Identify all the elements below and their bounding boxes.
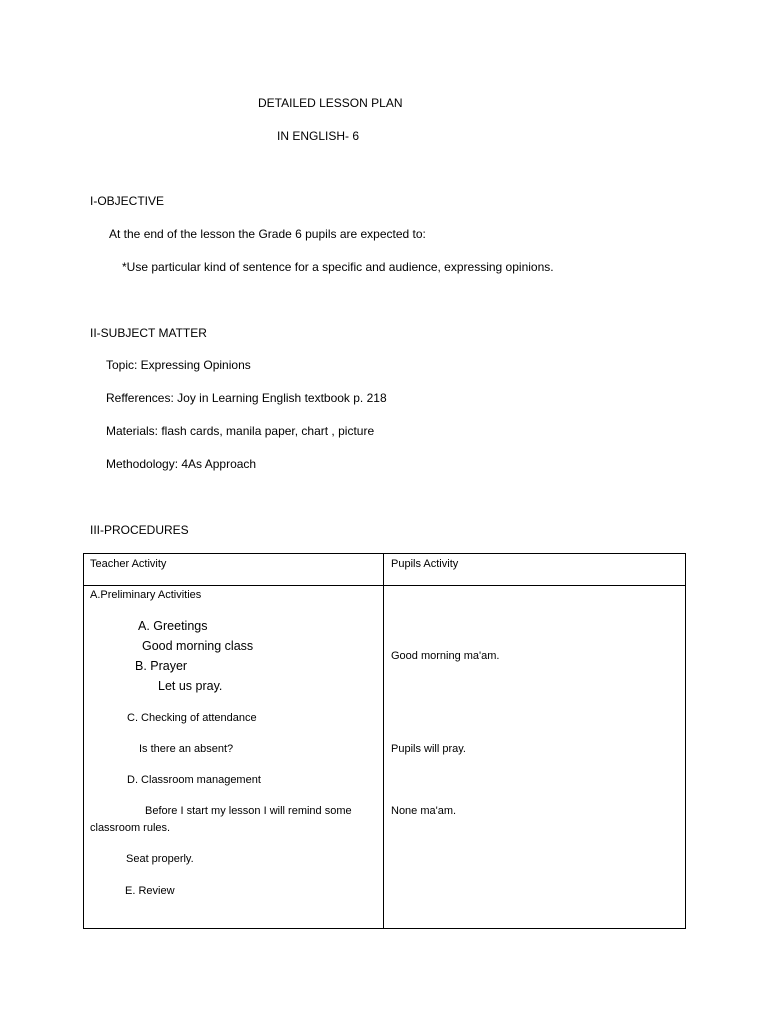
materials-line: Materials: flash cards, manila paper, chart , picture — [106, 424, 375, 438]
document-title: DETAILED LESSON PLAN — [258, 96, 403, 110]
subject-matter-heading: II-SUBJECT MATTER — [90, 326, 207, 340]
teacher-activity-header: Teacher Activity — [90, 558, 167, 570]
checking-attendance: C. Checking of attendance — [127, 712, 257, 724]
pupils-good-morning: Good morning ma'am. — [391, 650, 500, 662]
prayer-item: B. Prayer — [135, 659, 188, 673]
teacher-activity-header-cell — [84, 554, 384, 586]
good-morning-class: Good morning class — [142, 639, 254, 653]
document-subtitle: IN ENGLISH- 6 — [277, 129, 360, 143]
procedures-table — [83, 553, 686, 929]
seat-properly: Seat properly. — [126, 853, 194, 865]
classroom-management: D. Classroom management — [127, 774, 261, 786]
objective-intro: At the end of the lesson the Grade 6 pupils are expected to: — [109, 227, 426, 241]
greetings-item: A. Greetings — [138, 619, 208, 633]
procedures-heading: III-PROCEDURES — [90, 523, 189, 537]
pupils-activity-header-cell — [384, 554, 686, 586]
topic-line: Topic: Expressing Opinions — [106, 358, 251, 372]
teacher-activity-cell — [84, 586, 384, 929]
objective-item: *Use particular kind of sentence for a specific and audience, expressing opinions. — [122, 260, 554, 274]
review-item: E. Review — [125, 885, 175, 897]
preliminary-activities: A.Preliminary Activities — [90, 589, 202, 601]
classroom-rules-line2: classroom rules. — [90, 822, 171, 834]
references-line: Refferences: Joy in Learning English textbook p. 218 — [106, 391, 387, 405]
let-us-pray: Let us pray. — [158, 679, 223, 693]
pupils-none: None ma'am. — [391, 805, 457, 817]
pupils-activity-header: Pupils Activity — [391, 558, 459, 570]
table-header-row — [84, 554, 686, 586]
classroom-rules-line1: Before I start my lesson I will remind some — [145, 805, 352, 817]
pupils-will-pray: Pupils will pray. — [391, 743, 466, 755]
methodology-line: Methodology: 4As Approach — [106, 457, 257, 471]
pupils-activity-cell — [384, 586, 686, 929]
absent-question: Is there an absent? — [139, 743, 234, 755]
table-body-row — [84, 586, 686, 929]
objective-heading: I-OBJECTIVE — [90, 194, 165, 208]
